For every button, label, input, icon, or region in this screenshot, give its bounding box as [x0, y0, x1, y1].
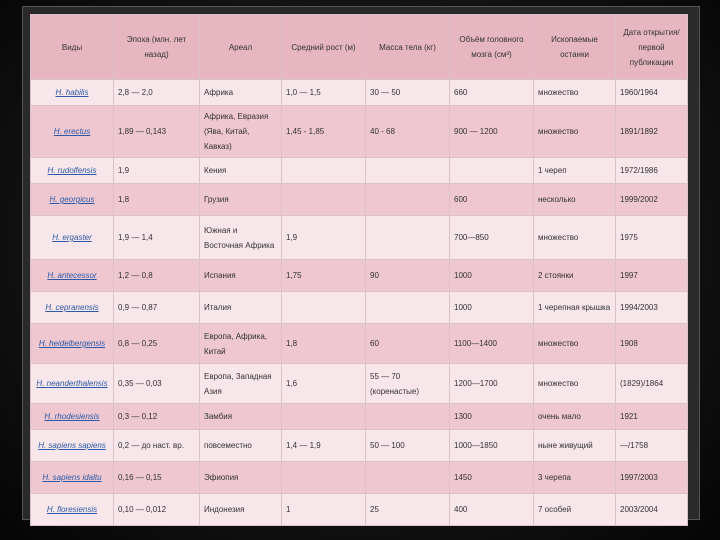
table-cell: 1,89 — 0,143	[114, 106, 200, 158]
table-cell: ныне живущий	[534, 430, 616, 462]
table-row	[31, 158, 688, 184]
table-cell: 1921	[616, 404, 688, 430]
table-cell: 1,8	[282, 324, 366, 364]
species-cell	[31, 364, 114, 404]
table-cell: повсеместно	[200, 430, 282, 462]
table-cell: Испания	[200, 260, 282, 292]
table-cell: 2 стоянки	[534, 260, 616, 292]
table-cell: Замбия	[200, 404, 282, 430]
species-link[interactable]: H. ergaster	[52, 233, 92, 242]
species-link[interactable]: H. erectus	[53, 127, 91, 136]
table-cell: 1	[282, 494, 366, 526]
header-cell: Объём головного мозга (см³)	[450, 15, 534, 80]
table-cell: 1,9 — 1,4	[114, 216, 200, 260]
table-cell: 0,9 — 0,87	[114, 292, 200, 324]
table-cell: 600	[450, 184, 534, 216]
table-row	[31, 216, 688, 260]
species-link[interactable]: H. neanderthalensis	[36, 379, 108, 388]
table-cell: 400	[450, 494, 534, 526]
species-cell	[31, 216, 114, 260]
table-cell: 1200—1700	[450, 364, 534, 404]
table-cell	[366, 404, 450, 430]
header-cell: Дата открытия/первой публикации	[616, 15, 688, 80]
table-cell	[282, 292, 366, 324]
table-cell	[366, 158, 450, 184]
table-cell: 1450	[450, 462, 534, 494]
header-cell: Виды	[31, 15, 114, 80]
table-cell	[366, 292, 450, 324]
table-cell: 0,16 — 0,15	[114, 462, 200, 494]
table-cell: множество	[534, 324, 616, 364]
table-cell: 30 — 50	[366, 80, 450, 106]
species-link[interactable]: H. sapiens sapiens	[38, 441, 106, 450]
header-cell: Средний рост (м)	[282, 15, 366, 80]
header-cell: Эпоха (млн. лет назад)	[114, 15, 200, 80]
table-cell: 1,45 - 1,85	[282, 106, 366, 158]
table-cell	[282, 462, 366, 494]
species-cell	[31, 462, 114, 494]
species-cell	[31, 430, 114, 462]
table-cell: 1,9	[282, 216, 366, 260]
table-cell	[366, 184, 450, 216]
table-cell: 1972/1986	[616, 158, 688, 184]
table-cell: 0,35 — 0,03	[114, 364, 200, 404]
species-cell	[31, 404, 114, 430]
table-cell: множество	[534, 106, 616, 158]
header-row	[31, 15, 688, 80]
table-cell: 1000	[450, 292, 534, 324]
species-cell	[31, 324, 114, 364]
species-link[interactable]: H. rudolfensis	[47, 166, 97, 175]
table-cell	[282, 184, 366, 216]
table-cell: 0,10 — 0,012	[114, 494, 200, 526]
table-cell: Африка	[200, 80, 282, 106]
table-cell: 1000	[450, 260, 534, 292]
species-cell	[31, 106, 114, 158]
table-cell: 900 — 1200	[450, 106, 534, 158]
table-cell: 1908	[616, 324, 688, 364]
species-cell	[31, 80, 114, 106]
table-row	[31, 404, 688, 430]
species-link[interactable]: H. cepranensis	[45, 303, 99, 312]
table-cell	[282, 404, 366, 430]
table-cell: 1,75	[282, 260, 366, 292]
table-cell: 1,8	[114, 184, 200, 216]
table-cell: 55 — 70 (коренастые)	[366, 364, 450, 404]
table-cell: Индонезия	[200, 494, 282, 526]
species-link[interactable]: H. heidelbergensis	[38, 339, 106, 348]
table-cell: 1,0 — 1,5	[282, 80, 366, 106]
table-cell: Южная и Восточная Африка	[200, 216, 282, 260]
table-cell: 1891/1892	[616, 106, 688, 158]
table-cell: 1999/2002	[616, 184, 688, 216]
table-cell: Европа, Африка, Китай	[200, 324, 282, 364]
table-cell	[450, 158, 534, 184]
species-cell	[31, 184, 114, 216]
table-cell: Африка, Евразия (Ява, Китай, Кавказ)	[200, 106, 282, 158]
table-cell: 25	[366, 494, 450, 526]
table-cell: множество	[534, 216, 616, 260]
table-cell: Европа, Западная Азия	[200, 364, 282, 404]
table-cell: 2003/2004	[616, 494, 688, 526]
table-cell: 1,2 — 0,8	[114, 260, 200, 292]
species-cell	[31, 292, 114, 324]
table-cell: 1 череп	[534, 158, 616, 184]
header-cell: Ископаемые останки	[534, 15, 616, 80]
table-cell: 1300	[450, 404, 534, 430]
table-row	[31, 324, 688, 364]
table-cell: 1000—1850	[450, 430, 534, 462]
species-link[interactable]: H. rhodesiensis	[44, 412, 100, 421]
species-cell	[31, 158, 114, 184]
table-row	[31, 260, 688, 292]
species-link[interactable]: H. georgicus	[49, 195, 95, 204]
table-row	[31, 364, 688, 404]
table-row	[31, 462, 688, 494]
table-row	[31, 494, 688, 526]
table-cell: 50 — 100	[366, 430, 450, 462]
table-cell: (1829)/1864	[616, 364, 688, 404]
table-cell: 3 черепа	[534, 462, 616, 494]
table-cell: 1,6	[282, 364, 366, 404]
species-link[interactable]: H. floresiensis	[46, 505, 98, 514]
species-link[interactable]: H. antecessor	[47, 271, 97, 280]
table-row	[31, 80, 688, 106]
table-cell: 1,9	[114, 158, 200, 184]
table-cell: 700—850	[450, 216, 534, 260]
table-cell: очень мало	[534, 404, 616, 430]
species-cell	[31, 494, 114, 526]
table-cell: 660	[450, 80, 534, 106]
table-cell: 0,3 — 0,12	[114, 404, 200, 430]
header-cell: Масса тела (кг)	[366, 15, 450, 80]
table-row	[31, 184, 688, 216]
table-cell: 1997	[616, 260, 688, 292]
table-cell: множество	[534, 80, 616, 106]
table-cell: 1994/2003	[616, 292, 688, 324]
table-cell: 1975	[616, 216, 688, 260]
table-cell: 1,4 — 1,9	[282, 430, 366, 462]
species-link[interactable]: H. sapiens idaltu	[42, 473, 102, 482]
table-cell: —/1758	[616, 430, 688, 462]
table-cell	[366, 462, 450, 494]
table-cell: 0,8 — 0,25	[114, 324, 200, 364]
table-cell: 90	[366, 260, 450, 292]
table-cell	[282, 158, 366, 184]
table-cell: 1 черепная крышка	[534, 292, 616, 324]
table-cell: 1997/2003	[616, 462, 688, 494]
hominid-species-table	[30, 14, 688, 526]
species-cell	[31, 260, 114, 292]
table-cell: Италия	[200, 292, 282, 324]
table-cell: 40 - 68	[366, 106, 450, 158]
table-cell: Эфиопия	[200, 462, 282, 494]
table-row	[31, 292, 688, 324]
table-cell	[366, 216, 450, 260]
species-link[interactable]: H. habilis	[55, 88, 89, 97]
header-cell: Ареал	[200, 15, 282, 80]
table-cell: Кения	[200, 158, 282, 184]
table-row	[31, 106, 688, 158]
table-cell: 60	[366, 324, 450, 364]
table-row	[31, 430, 688, 462]
table-cell: 7 особей	[534, 494, 616, 526]
table-cell: множество	[534, 364, 616, 404]
table-cell: 2,8 — 2,0	[114, 80, 200, 106]
table-cell: 1960/1964	[616, 80, 688, 106]
table-cell: 0,2 — до наст. вр.	[114, 430, 200, 462]
table-cell: 1100—1400	[450, 324, 534, 364]
table-cell: Грузия	[200, 184, 282, 216]
table-cell: несколько	[534, 184, 616, 216]
